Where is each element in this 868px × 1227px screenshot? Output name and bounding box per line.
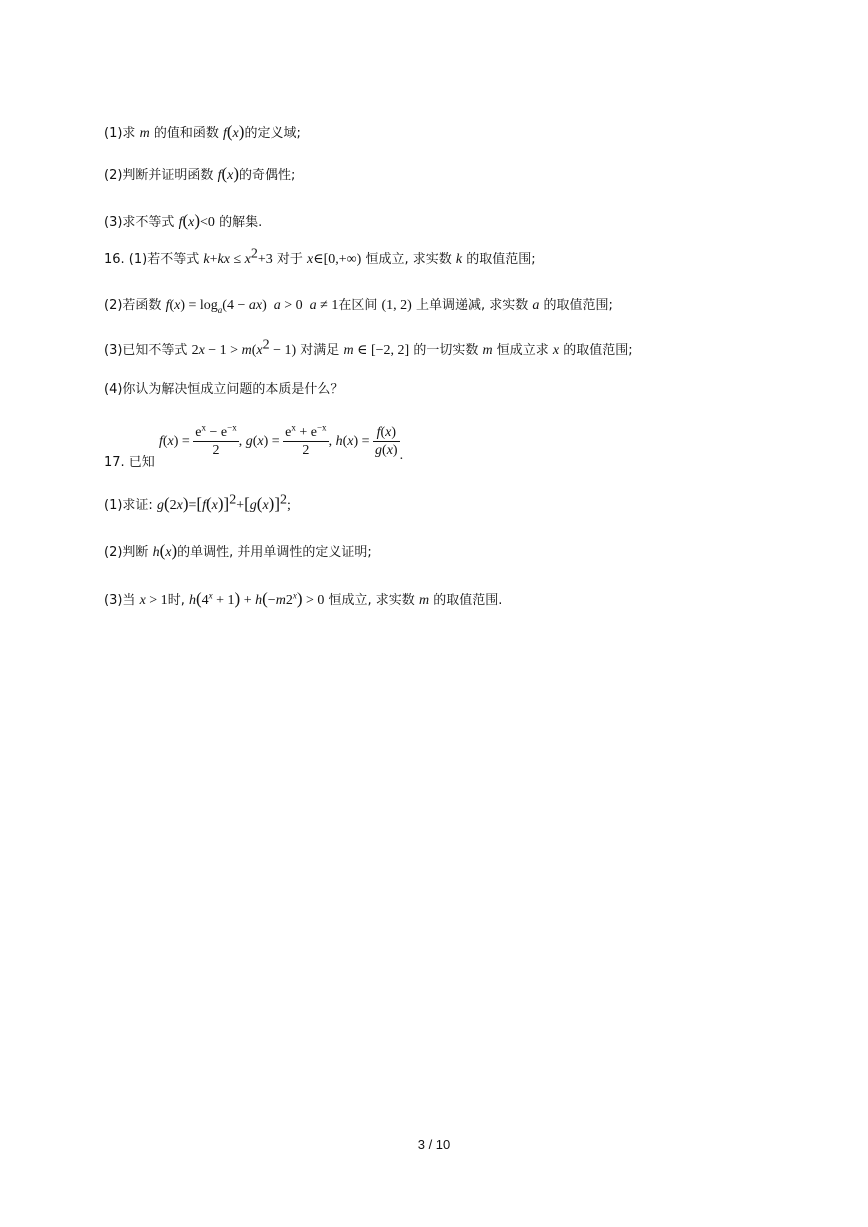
math-function: $f(x) = \log_a(4 - ax) a > 0$ a ≠ 1 [165, 298, 339, 315]
text: (2)判断并证明函数 [104, 168, 214, 183]
math-inequality: $h(4^x + 1) + h(-m2^x) > 0$ [188, 589, 325, 608]
math-m: m [139, 126, 150, 141]
question-16-part-4 [104, 380, 343, 400]
text: 恒成立求 [496, 343, 549, 358]
question-17-part-3 [104, 589, 502, 611]
question-15-part-2 [104, 164, 295, 186]
math-hx: h(x) [152, 541, 178, 560]
text: 恒成立, 求实数 [365, 252, 452, 267]
text: 17. 已知 [104, 455, 155, 470]
text: 的定义域; [244, 126, 301, 141]
math-fx: f(x) [217, 164, 240, 183]
page-number: 3 / 10 [417, 1137, 451, 1152]
text: 的取值范围; [466, 252, 536, 267]
text: 对满足 [300, 343, 340, 358]
text: (4)你认为解决恒成立问题的本质是什么？ [104, 382, 344, 397]
question-15-part-3 [104, 211, 262, 233]
question-16-part-2 [104, 296, 613, 316]
question-16-part-3 [104, 337, 633, 361]
text: (2)若函数 [104, 298, 162, 313]
math-interval: (1, 2) [381, 298, 412, 313]
math-x: x [552, 343, 560, 358]
text: 在区间 [338, 298, 378, 313]
text: (1)求证: [104, 498, 153, 513]
math-identity: $g(2x)=[f(x)]^2+[g(x)]^2$; [156, 492, 291, 513]
math-inequality: $2x - 1 > m(x^2 - 1)$ [191, 337, 297, 358]
math-fx: f(x) [222, 122, 245, 141]
text: 上单调递减, 求实数 [415, 298, 529, 313]
text: 恒成立, 求实数 [328, 593, 415, 608]
text: 的取值范围; [543, 298, 613, 313]
math-condition: x > 1 [139, 593, 168, 608]
text: 的一切实数 [413, 343, 479, 358]
math-domain: x∈[0,+∞) [307, 252, 362, 267]
question-17-part-1 [104, 494, 291, 516]
text: 的解集. [219, 215, 263, 230]
text: (2)判断 [104, 545, 149, 560]
text: (3)已知不等式 [104, 343, 188, 358]
math-k: k [455, 252, 463, 267]
math-definitions: f(x) = $\frac{e^x - e^{-x}}{2}$ , g(x) = $\frac{e^x + e^{-x}}{2}$ , h(x) = $\frac{f(x)}{g(x)}$ . [158, 422, 404, 463]
math-inequality: $k+kx \le x^2+3$ [203, 246, 273, 267]
text: 对于 [276, 252, 303, 267]
math-m: m [482, 343, 493, 358]
question-17-part-2 [104, 541, 372, 563]
question-16-part-1 [104, 246, 536, 270]
text: 16. (1)若不等式 [104, 252, 200, 267]
math-inequality: f(x)<0 [178, 211, 215, 230]
question-17-stem [104, 424, 403, 480]
text: 的奇偶性; [239, 168, 296, 183]
math-m: m [418, 593, 430, 608]
text: 的取值范围. [433, 593, 503, 608]
text: 的单调性, 并用单调性的定义证明; [177, 545, 372, 560]
text: 的取值范围; [563, 343, 633, 358]
math-a: a [532, 298, 540, 313]
math-m-range: m ∈ [−2, 2] [343, 343, 410, 358]
question-15-part-1 [104, 122, 301, 144]
text: (1)求 [104, 126, 136, 141]
text: (3)当 [104, 593, 136, 608]
text: 的值和函数 [153, 126, 219, 141]
text: (3)求不等式 [104, 215, 175, 230]
text: 时, [167, 593, 185, 608]
